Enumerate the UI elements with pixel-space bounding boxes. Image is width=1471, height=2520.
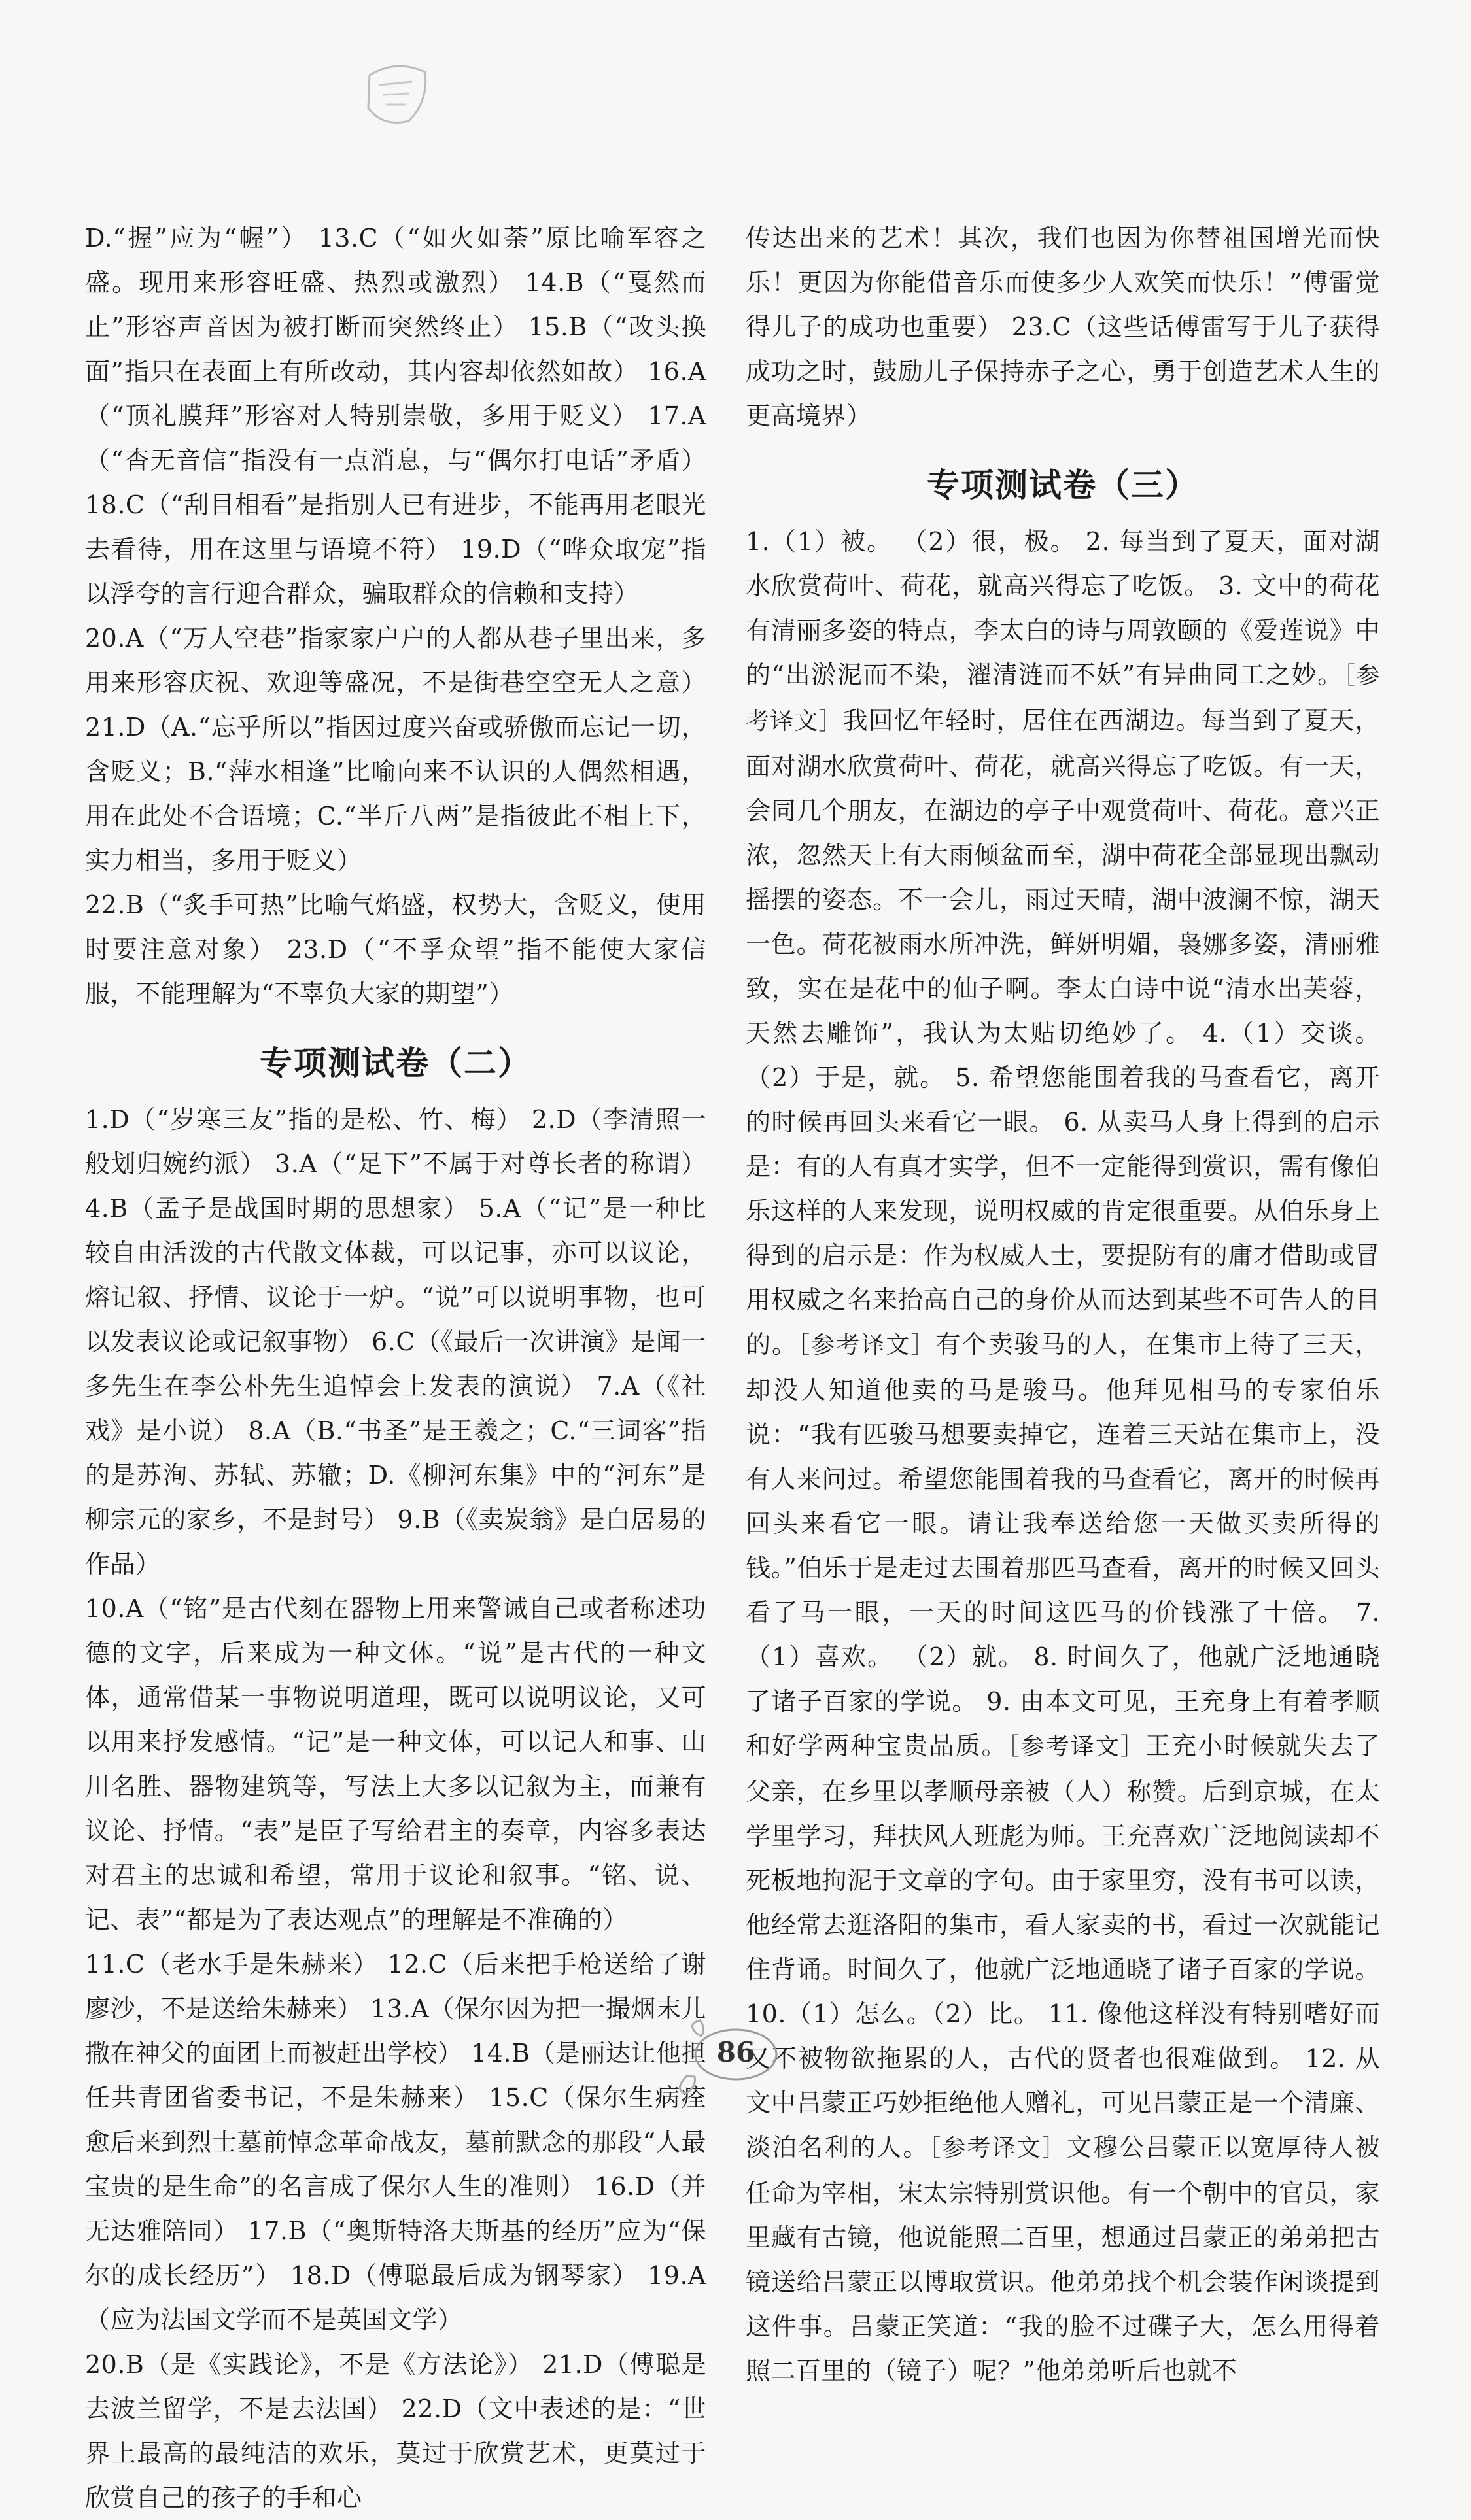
- section-title-2: 专项测试卷（二）: [260, 1044, 532, 1082]
- answer-paragraph: 1.D（“岁寒三友”指的是松、竹、梅） 2.D（李清照一般划归婉约派） 3.A（“足下”不属于对尊长者的称谓） 4.B（孟子是战国时期的思想家） 5.A（“记”是一种比较自由活泼的古代散文体裁，可以记事，亦可以议论，熔记叙、抒情、议论于一炉。“说”可以说明事物，也可以发表议论或记叙事物） 6.C（《最后一次讲演》是闻一多先生在李公朴先生追悼会上发表的演说） 7.A（《社戏》是小说） 8.A（B.“书圣”是王羲之；C.“三词客”指的是苏洵、苏轼、苏辙；D.《柳河东集》中的“河东”是柳宗元的家乡，不是封号） 9.B（《卖炭翁》是白居易的作品）: [85, 1105, 706, 1578]
- answer-paragraph: 22.B（“炙手可热”比喻气焰盛，权势大，含贬义，使用时要注意对象） 23.D（“不孚众望”指不能使大家信服，不能理解为“不辜负大家的期望”）: [85, 891, 706, 1008]
- answer-paragraph: 20.A（“万人空巷”指家家户户的人都从巷子里出来，多用来形容庆祝、欢迎等盛况，不是街巷空空无人之意） 21.D（A.“忘乎所以”指因过度兴奋或骄傲而忘记一切，含贬义；B.“萍水相逢”比喻向来不认识的人偶然相遇，用在此处不合语境；C.“半斤八两”是指彼此不相上下，实力相当，多用于贬义）: [85, 624, 706, 875]
- answer-paragraph: [746, 519, 1380, 2393]
- left-column: [85, 216, 706, 2520]
- reference-translation-label: ［参考译文］: [798, 1332, 936, 1359]
- translation-text: 王充小时候就失去了父亲，在乡里以孝顺母亲被（人）称赞。后到京城，在太学里学习，拜扶风人班彪为师。王充喜欢广泛地阅读却不死板地拘泥于文章的字句。由于家里穷，没有书可以读，他经常去逛洛阳的集市，看人家卖的书，看过一次就能记住背诵。时间久了，他就广泛地通晓了诸子百家的学说。: [746, 1731, 1380, 1984]
- reference-translation-label: ［参考译文］: [929, 2135, 1067, 2162]
- translation-text: 我回忆年轻时，居住在西湖边。每当到了夏天，面对湖水欣赏荷叶、荷花，就高兴得忘了吃饭。有一天，会同几个朋友，在湖边的亭子中观赏荷叶、荷花。意兴正浓，忽然天上有大雨倾盆而至，湖中荷花全部显现出飘动摇摆的姿态。不一会儿，雨过天晴，湖中波澜不惊，湖天一色。荷花被雨水所冲洗，鲜妍明媚，袅娜多姿，清丽雅致，实在是花中的仙子啊。李太白诗中说“清水出芙蓉，天然去雕饰”，我认为太贴切绝妙了。: [746, 706, 1380, 1047]
- answer-paragraph: 11.C（老水手是朱赫来） 12.C（后来把手枪送给了谢廖沙，不是送给朱赫来） 13.A（保尔因为把一撮烟末儿撒在神父的面团上而被赶出学校） 14.B（是丽达让他担任共青团省委书记，不是朱赫来） 15.C（保尔生病痊愈后来到烈士墓前悼念革命战友，墓前默念的那段“人最宝贵的是生命”的名言成了保尔人生的准则） 16.D（并无达雅陪同） 17.B（“奥斯特洛夫斯基的经历”应为“保尔的成长经历”） 18.D（傅聪最后成为钢琴家） 19.A（应为法国文学而不是英国文学）: [85, 1950, 706, 2334]
- answer-text: 7.（1）喜欢。 （2）就。 8. 时间久了，他就广泛地通晓了诸子百家的学说。 9. 由本文可见，王充身上有着孝顺和好学两种宝贵品质。: [746, 1598, 1380, 1760]
- seal-stamp-icon: [356, 56, 435, 134]
- answer-paragraph: 传达出来的艺术！其次，我们也因为你替祖国增光而快乐！更因为你能借音乐而使多少人欢笑而快乐！”傅雷觉得儿子的成功也重要） 23.C（这些话傅雷写于儿子获得成功之时，鼓励儿子保持赤子之心，勇于创造艺术人生的更高境界）: [746, 224, 1380, 430]
- answer-text: 4.（1）交谈。 （2）于是，就。 5. 希望您能围着我的马查看它，离开的时候再回头来看它一眼。 6. 从卖马人身上得到的启示是：有的人有真才实学，但不一定能得到赏识，需有像伯乐这样的人来发现，说明权威的肯定很重要。从伯乐身上得到的启示是：作为权威人士，要提防有的庸才借助或冒用权威之名来抬高自己的身价从而达到某些不可告人的目的。: [746, 1019, 1380, 1359]
- section-title-3: 专项测试卷（三）: [927, 466, 1199, 504]
- answer-paragraph: 20.B（是《实践论》，不是《方法论》） 21.D（傅聪是去波兰留学，不是去法国） 22.D（文中表述的是：“世界上最高的最纯洁的欢乐，莫过于欣赏艺术，更莫过于欣赏自己的孩子的手和心: [85, 2350, 706, 2512]
- reference-translation-label: ［参考译文］: [1007, 1733, 1145, 1760]
- page-number: 86: [716, 2036, 755, 2068]
- answer-text: 1.（1）被。 （2）很，极。 2. 每当到了夏天，面对湖水欣赏荷叶、荷花，就高兴得忘了吃饭。 3. 文中的荷花有清丽多姿的特点，李太白的诗与周敦颐的《爱莲说》中的“出淤泥而不染，濯清涟而不妖”有异曲同工之妙。: [746, 527, 1380, 689]
- right-column: [746, 216, 1380, 2393]
- answer-paragraph: 10.A（“铭”是古代刻在器物上用来警诫自己或者称述功德的文字，后来成为一种文体。“说”是古代的一种文体，通常借某一事物说明道理，既可以说明议论，又可以用来抒发感情。“记”是一种文体，可以记人和事、山川名胜、器物建筑等，写法上大多以记叙为主，而兼有议论、抒情。“表”是臣子写给君主的奏章，内容多表达对君主的忠诚和希望，常用于议论和叙事。“铭、说、记、表”“都是为了表达观点”的理解是不准确的）: [85, 1594, 706, 1934]
- translation-text: 文穆公吕蒙正以宽厚待人被任命为宰相，宋太宗特别赏识他。有一个朝中的官员，家里藏有古镜，他说能照二百里，想通过吕蒙正的弟弟把古镜送给吕蒙正以博取赏识。他弟弟找个机会装作闲谈提到这件事。吕蒙正笑道：“我的脸不过碟子大，怎么用得着照二百里的（镜子）呢？”他弟弟听后也就不: [746, 2133, 1380, 2385]
- reference-translation-label: ［参考译文］: [746, 662, 1380, 735]
- answer-paragraph: D.“握”应为“幄”） 13.C（“如火如荼”原比喻军容之盛。现用来形容旺盛、热烈或激烈） 14.B（“戛然而止”形容声音因为被打断而突然终止） 15.B（“改头换面”指只在表面上有所改动，其内容却依然如故） 16.A（“顶礼膜拜”形容对人特别崇敬，多用于贬义） 17.A（“杳无音信”指没有一点消息，与“偶尔打电话”矛盾） 18.C（“刮目相看”是指别人已有进步，不能再用老眼光去看待，用在这里与语境不符） 19.D（“哗众取宠”指以浮夸的言行迎合群众，骗取群众的信赖和支持）: [85, 224, 706, 608]
- answer-text: 10.（1）怎么。（2）比。 11. 像他这样没有特别嗜好而又不被物欲拖累的人，古代的贤者也很难做到。 12. 从文中吕蒙正巧妙拒绝他人赠礼，可见吕蒙正是一个清廉、淡泊名利的人。: [746, 2000, 1380, 2162]
- translation-text: 有个卖骏马的人，在集市上待了三天，却没人知道他卖的马是骏马。他拜见相马的专家伯乐说：“我有匹骏马想要卖掉它，连着三天站在集市上，没有人来问过。希望您能围着我的马查看它，离开的时候再回头来看它一眼。请让我奉送给您一天做买卖所得的钱。”伯乐于是走过去围着那匹马查看，离开的时候又回头看了马一眼，一天的时间这匹马的价钱涨了十倍。: [746, 1330, 1380, 1627]
- page-number-badge: [661, 2014, 811, 2099]
